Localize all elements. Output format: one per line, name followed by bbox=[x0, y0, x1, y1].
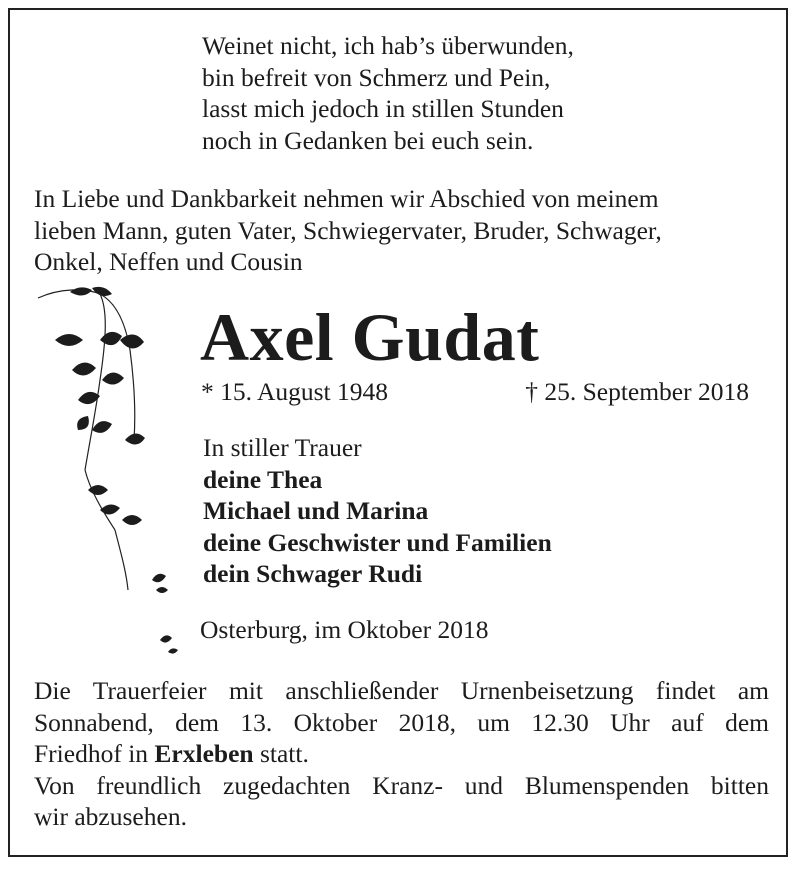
mourner-name: deine Thea bbox=[203, 464, 323, 494]
mourners-block bbox=[203, 432, 552, 590]
donation-line: wir abzusehen. bbox=[34, 802, 187, 831]
intro-line: lieben Mann, guten Vater, Schwiegervater, Bruder, Schwager, bbox=[34, 215, 662, 245]
mourner-name: Michael und Marina bbox=[203, 496, 429, 525]
poem-line: Weinet nicht, ich hab’s überwunden, bbox=[202, 31, 574, 60]
memorial-poem bbox=[202, 30, 574, 156]
intro-text bbox=[34, 183, 662, 278]
mourner-name: deine Geschwister und Familien bbox=[203, 527, 552, 557]
deceased-name: Axel Gudat bbox=[200, 299, 540, 375]
service-information bbox=[34, 675, 769, 833]
service-text: Friedhof in bbox=[34, 739, 155, 768]
death-date: † 25. September 2018 bbox=[525, 377, 749, 406]
mourner-name: dein Schwager Rudi bbox=[203, 559, 423, 588]
poem-line: lasst mich jedoch in stillen Stunden bbox=[202, 94, 564, 123]
mourners-heading: In stiller Trauer bbox=[203, 433, 362, 462]
service-line bbox=[34, 738, 769, 770]
place-and-date: Osterburg, im Oktober 2018 bbox=[200, 615, 489, 644]
donation-line: Von freundlich zugedachten Kranz- und Blumenspenden bitten bbox=[34, 770, 769, 800]
service-location: Erxleben bbox=[154, 739, 254, 768]
service-text: statt. bbox=[253, 739, 309, 768]
birth-date: * 15. August 1948 bbox=[201, 377, 389, 406]
birch-leaves-illustration bbox=[30, 280, 190, 670]
intro-line: Onkel, Neffen und Cousin bbox=[34, 247, 303, 276]
poem-line: bin befreit von Schmerz und Pein, bbox=[202, 62, 551, 92]
service-line: Die Trauerfeier mit anschließender Urnenbeisetzung findet am bbox=[34, 676, 769, 705]
service-line: Sonnabend, dem 13. Oktober 2018, um 12.30 Uhr auf dem bbox=[34, 707, 769, 737]
intro-line: In Liebe und Dankbarkeit nehmen wir Abschied von meinem bbox=[34, 184, 659, 213]
poem-line: noch in Gedanken bei euch sein. bbox=[202, 125, 534, 155]
